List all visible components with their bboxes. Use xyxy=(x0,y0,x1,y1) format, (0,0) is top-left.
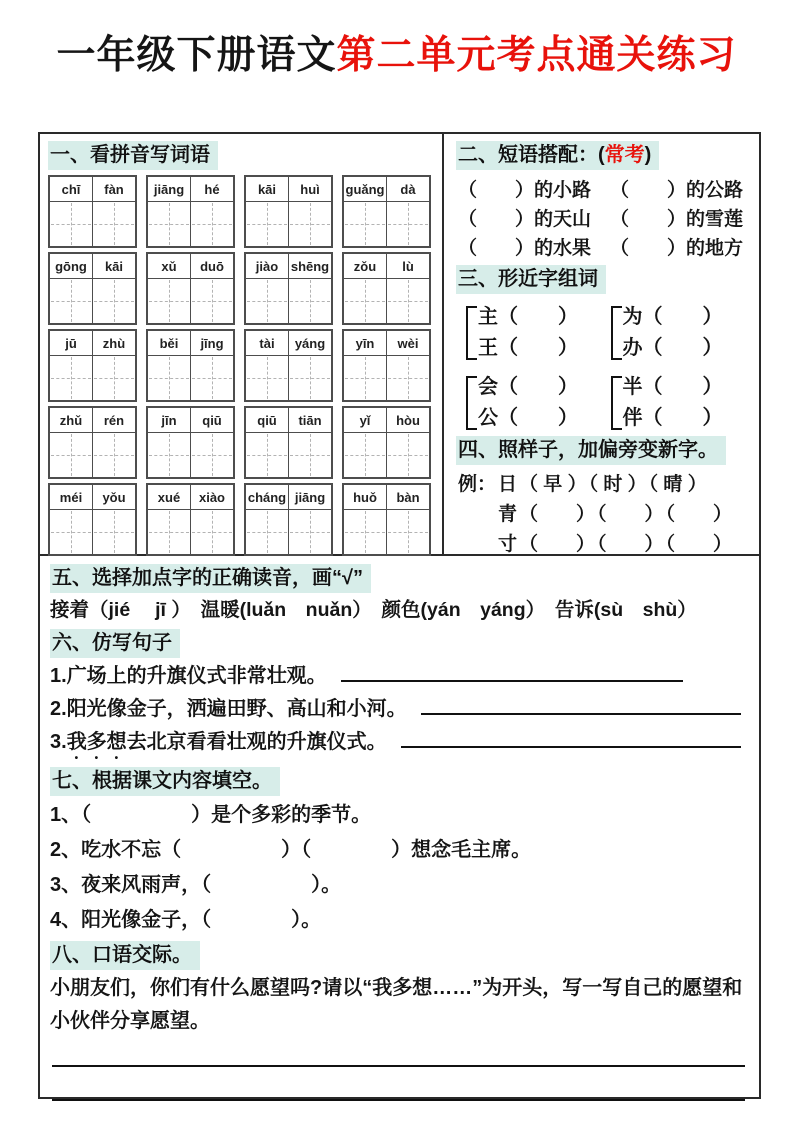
emphasized-word: 像 xyxy=(106,698,127,720)
char-blank-line: 半（ ） xyxy=(622,376,723,398)
writing-cell xyxy=(246,433,289,477)
pinyin-syllable: jīng xyxy=(200,335,224,351)
pinyin-word-block xyxy=(48,329,137,402)
bracket-icon xyxy=(466,306,477,360)
pinyin-syllable: tài xyxy=(246,331,289,355)
writing-cell xyxy=(148,356,191,400)
section-2-title-text: 二、短语搭配： xyxy=(458,144,598,166)
pinyin-word-block xyxy=(146,329,235,402)
pinyin-syllable: fàn xyxy=(104,181,124,197)
writing-cell xyxy=(246,510,289,554)
section-6-header: 六、仿写句子 xyxy=(50,629,180,658)
sentence-item xyxy=(50,693,747,726)
writing-cell xyxy=(246,279,289,323)
answer-cell: （ 时 ） xyxy=(588,474,647,495)
pinyin-word-block xyxy=(48,175,137,248)
writing-cell xyxy=(344,510,387,554)
pinyin-word-block xyxy=(244,252,333,325)
sentence-text: 壮观。 xyxy=(266,665,327,687)
radical-row xyxy=(458,500,749,530)
pinyin-syllable: yáng xyxy=(294,335,326,351)
pinyin-row xyxy=(48,483,435,556)
pinyin-word-block xyxy=(342,252,431,325)
pinyin-syllable: qiū xyxy=(246,408,289,432)
pinyin-syllable: wèi xyxy=(397,335,419,351)
pinyin-syllable: hé xyxy=(204,181,220,197)
pinyin-word-block xyxy=(48,483,137,556)
pinyin-syllable: jiāng xyxy=(148,177,191,201)
bracket-icon xyxy=(466,376,477,430)
phrase-row xyxy=(458,234,749,263)
writing-cell xyxy=(50,510,93,554)
pinyin-syllable: jū xyxy=(50,331,93,355)
char-blank-line: 会（ ） xyxy=(478,376,578,398)
answer-blank-line xyxy=(401,746,741,748)
phrase-item: （ ）的公路 xyxy=(610,180,744,201)
writing-cell xyxy=(191,433,233,477)
writing-cell xyxy=(387,279,429,323)
answer-cell: （ ） xyxy=(519,534,596,555)
base-char: 日 xyxy=(498,474,518,495)
phrase-row xyxy=(458,205,749,234)
section-2-paren-close: ) xyxy=(644,144,652,166)
pinyin-word-block xyxy=(342,329,431,402)
page-title xyxy=(0,24,793,80)
writing-cell xyxy=(148,202,191,246)
writing-cell xyxy=(191,202,233,246)
page-title-red: 第二单元考点通关练习 xyxy=(336,34,737,77)
pinyin-row xyxy=(48,329,435,402)
writing-cell xyxy=(344,279,387,323)
pinyin-word-block xyxy=(244,329,333,402)
pinyin-syllable: lù xyxy=(402,258,414,274)
fill-blank-item: 1、（ ）是个多彩的季节。 xyxy=(50,804,372,826)
section-4-header: 四、照样子，加偏旁变新字。 xyxy=(456,436,726,465)
writing-cell xyxy=(191,279,233,323)
pinyin-word-block xyxy=(342,175,431,248)
section-8-header: 八、口语交际。 xyxy=(50,941,200,970)
writing-cell xyxy=(93,202,135,246)
pinyin-syllable: xiào xyxy=(198,489,225,505)
phrase-item: （ ）的天山 xyxy=(458,209,592,230)
bottom-area xyxy=(40,556,759,1101)
pinyin-grid xyxy=(48,175,435,556)
fill-blank-item: 3、夜来风雨声，（ ）。 xyxy=(50,874,342,896)
writing-cell xyxy=(191,356,233,400)
pinyin-word-block xyxy=(244,406,333,479)
char-blank-line: 主（ ） xyxy=(478,306,578,328)
page-title-black: 一年级下册语文 xyxy=(56,34,337,77)
writing-cell xyxy=(191,510,233,554)
char-blank-line: 办（ ） xyxy=(622,337,723,359)
pinyin-syllable: kāi xyxy=(104,258,124,274)
item-number: 2. xyxy=(50,698,67,720)
answer-cell: （ ） xyxy=(597,504,664,525)
pinyin-syllable: hòu xyxy=(396,412,420,428)
pinyin-syllable: jiào xyxy=(246,254,289,278)
writing-cell xyxy=(387,433,429,477)
pinyin-syllable: jiāng xyxy=(294,489,326,505)
answer-cell: （ ） xyxy=(597,534,664,555)
bracket-icon xyxy=(611,376,622,430)
pinyin-syllable: huǒ xyxy=(344,485,387,509)
answer-blank-line xyxy=(341,680,683,682)
writing-cell xyxy=(50,279,93,323)
section-2-header xyxy=(456,141,659,170)
example-label: 例： xyxy=(458,474,497,495)
pinyin-syllable: cháng xyxy=(246,485,289,509)
pinyin-syllable: běi xyxy=(148,331,191,355)
section-1-header: 一、看拼音写词语 xyxy=(48,141,218,170)
pinyin-syllable: huì xyxy=(300,181,320,197)
writing-cell xyxy=(344,433,387,477)
phrase-item: （ ）的水果 xyxy=(458,238,592,259)
top-area xyxy=(40,134,759,556)
writing-cell xyxy=(93,433,135,477)
pinyin-word-block xyxy=(48,406,137,479)
pinyin-word-block xyxy=(48,252,137,325)
pinyin-word-block xyxy=(342,483,431,556)
section-2-often-tested: 常考 xyxy=(604,144,645,166)
section-1-pinyin xyxy=(40,134,444,554)
writing-cell xyxy=(387,202,429,246)
emphasized-word: 非常 xyxy=(226,665,267,687)
writing-cell xyxy=(50,202,93,246)
fill-blank-item: 2、吃水不忘（ ）（ ）想念毛主席。 xyxy=(50,839,532,861)
pinyin-syllable: zhǔ xyxy=(50,408,93,432)
writing-cell xyxy=(289,510,331,554)
pinyin-syllable: kāi xyxy=(246,177,289,201)
pinyin-word-block xyxy=(244,483,333,556)
writing-cell xyxy=(50,433,93,477)
pinyin-syllable: jīn xyxy=(148,408,191,432)
pinyin-syllable: méi xyxy=(50,485,93,509)
sentence-text: 金子，洒遍田野、高山和小河。 xyxy=(126,698,407,720)
writing-cell xyxy=(93,356,135,400)
pinyin-row xyxy=(48,252,435,325)
pinyin-word-block xyxy=(146,406,235,479)
oral-communication-prompt: 小朋友们，你们有什么愿望吗?请以“我多想……”为开头，写一写自己的愿望和小伙伴分享愿望。 xyxy=(50,977,743,1032)
section-2-paren-open: ( xyxy=(598,144,605,166)
writing-cell xyxy=(246,202,289,246)
answer-cell: （ ） xyxy=(665,534,733,555)
pinyin-word-block xyxy=(342,406,431,479)
sentence-item xyxy=(50,660,747,693)
fill-blank-item: 4、阳光像金子，（ ）。 xyxy=(50,909,322,931)
pinyin-syllable: tiān xyxy=(298,412,322,428)
writing-cell xyxy=(93,510,135,554)
pinyin-syllable: rén xyxy=(103,412,125,428)
pinyin-syllable: xǔ xyxy=(148,254,191,278)
writing-cell xyxy=(289,279,331,323)
writing-cell xyxy=(50,356,93,400)
writing-line xyxy=(52,1099,745,1101)
similar-char-groups xyxy=(466,302,749,434)
similar-char-group xyxy=(466,372,605,434)
sentence-text: 去北京看看壮观的升旗仪式。 xyxy=(126,731,387,753)
radical-row xyxy=(458,470,749,500)
pinyin-word-block xyxy=(146,252,235,325)
pinyin-syllable: dà xyxy=(400,181,416,197)
similar-char-group xyxy=(611,372,750,434)
writing-cell xyxy=(289,433,331,477)
answer-cell: （ ） xyxy=(665,504,733,525)
base-char: 青 xyxy=(498,504,518,525)
radical-exercise xyxy=(456,470,749,560)
answer-cell: （ 早 ） xyxy=(519,474,587,495)
writing-cell xyxy=(148,279,191,323)
writing-cell xyxy=(93,279,135,323)
char-blank-line: 为（ ） xyxy=(622,306,723,328)
writing-cell xyxy=(246,356,289,400)
phrase-item: （ ）的雪莲 xyxy=(610,209,744,230)
phrase-item: （ ）的小路 xyxy=(458,180,592,201)
pinyin-syllable: duō xyxy=(200,258,224,274)
phrase-item: （ ）的地方 xyxy=(610,238,744,259)
char-blank-line: 伴（ ） xyxy=(622,407,723,429)
emphasized-word: 我多想 xyxy=(66,731,127,753)
sentence-text: 广场上的升旗仪式 xyxy=(66,665,227,687)
pinyin-row xyxy=(48,406,435,479)
pinyin-syllable: zǒu xyxy=(344,254,387,278)
pinyin-syllable: bàn xyxy=(396,489,420,505)
writing-line xyxy=(52,1065,745,1067)
pinyin-syllable: qiū xyxy=(202,412,222,428)
pinyin-syllable: xué xyxy=(148,485,191,509)
item-number: 3. xyxy=(50,731,67,753)
section-7-header: 七、根据课文内容填空。 xyxy=(50,767,280,796)
pinyin-syllable: yǐ xyxy=(344,408,387,432)
pinyin-word-block xyxy=(146,175,235,248)
base-char: 寸 xyxy=(498,534,518,555)
section-3-header: 三、形近字组词 xyxy=(456,265,606,294)
pinyin-syllable: gōng xyxy=(50,254,93,278)
sentence-text: 阳光 xyxy=(66,698,107,720)
right-column xyxy=(444,134,759,554)
pronunciation-line: 接着（jié jī ） 温暖(luǎn nuǎn） 颜色(yán yáng） 告诉(sù shù） xyxy=(50,599,697,621)
writing-cell xyxy=(344,202,387,246)
pinyin-syllable: yīn xyxy=(344,331,387,355)
radical-row xyxy=(458,530,749,560)
pinyin-word-block xyxy=(244,175,333,248)
worksheet-frame xyxy=(38,132,761,1099)
pinyin-word-block xyxy=(146,483,235,556)
writing-cell xyxy=(148,433,191,477)
char-blank-line: 王（ ） xyxy=(478,337,578,359)
answer-blank-line xyxy=(421,713,741,715)
sentence-item xyxy=(50,726,747,764)
pinyin-syllable: zhù xyxy=(102,335,126,351)
char-blank-line: 公（ ） xyxy=(478,407,578,429)
writing-cell xyxy=(344,356,387,400)
writing-cell xyxy=(148,510,191,554)
writing-cell xyxy=(387,356,429,400)
section-5-header: 五、选择加点字的正确读音，画“√” xyxy=(50,564,371,593)
pinyin-row xyxy=(48,175,435,248)
pinyin-syllable: chī xyxy=(50,177,93,201)
bracket-icon xyxy=(611,306,622,360)
pinyin-syllable: yǒu xyxy=(102,489,126,505)
writing-cell xyxy=(387,510,429,554)
similar-char-group xyxy=(466,302,605,364)
similar-char-group xyxy=(611,302,750,364)
pinyin-syllable: guǎng xyxy=(344,177,387,201)
phrase-match-list xyxy=(458,176,749,263)
pinyin-syllable: shēng xyxy=(290,258,330,274)
writing-cell xyxy=(289,356,331,400)
answer-cell: （ ） xyxy=(519,504,596,525)
writing-cell xyxy=(289,202,331,246)
item-number: 1. xyxy=(50,665,67,687)
answer-cell: （ 晴 ） xyxy=(648,474,707,495)
phrase-row xyxy=(458,176,749,205)
